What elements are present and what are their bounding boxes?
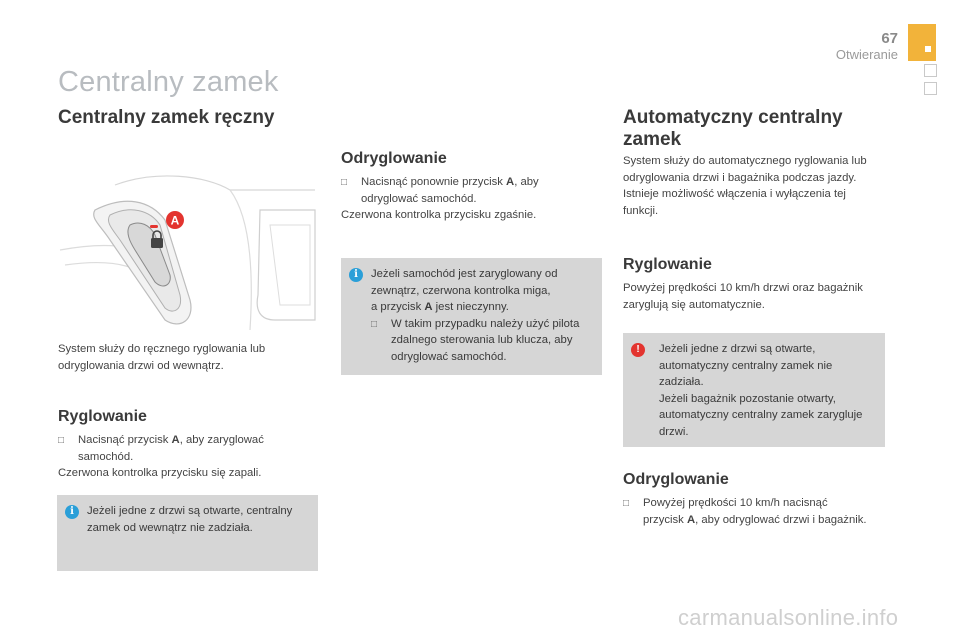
auto-unlocking-instructions: □ Powyżej prędkości 10 km/h nacisnąć przycisk A, aby odryglować drzwi i bagażnik. xyxy=(623,495,868,528)
info-note-locked-outside: i Jeżeli samochód jest zaryglowany od zewnątrz, czerwona kontrolka miga, a przycisk A jest nieczynny. □ W takim przypadku należy użyć pilota zdalnego sterowania lub klucza, aby odryglować samochód. xyxy=(341,258,602,375)
watermark: carmanualsonline.info xyxy=(678,605,899,630)
page-title: Centralny zamek xyxy=(58,66,279,98)
chapter-tab[interactable] xyxy=(924,64,937,77)
manual-lock-intro: System służy do ręcznego ryglowania lub odryglowania drzwi od wewnątrz. xyxy=(58,343,266,372)
unlocking-result: Czerwona kontrolka przycisku zgaśnie. xyxy=(341,209,537,221)
info-icon: i xyxy=(65,505,79,519)
unlocking-instructions: □ Nacisnąć ponownie przycisk A, aby odryglować samochód. Czerwona kontrolka przycisku zgaśnie. xyxy=(341,174,596,224)
section-heading-automatic-lock: Automatyczny centralny zamek xyxy=(623,107,843,150)
info-note-manual-lock: i Jeżeli jedne z drzwi są otwarte, centralny zamek od wewnątrz nie zadziała. xyxy=(57,495,318,571)
checkbox-bullet-icon: □ xyxy=(623,498,630,509)
subheading-unlocking: Odryglowanie xyxy=(341,150,447,167)
locking-result: Czerwona kontrolka przycisku się zapali. xyxy=(58,467,262,479)
door-lock-button-illustration xyxy=(55,170,320,335)
button-label-a: A xyxy=(170,213,180,228)
warning-note-auto-lock: ! Jeżeli jedne z drzwi są otwarte, automatyczny centralny zamek nie zadziała. Jeżeli bagażnik pozostanie otwarty, automatyczny centralny zamek zarygluje drzwi. xyxy=(623,333,885,447)
subheading-auto-locking: Ryglowanie xyxy=(623,256,712,273)
checkbox-bullet-icon: □ xyxy=(341,177,348,188)
automatic-lock-intro: System służy do automatycznego ryglowania lub odryglowania drzwi i bagażnika podczas jazdy. Istnieje możliwość włączenia i wyłączenia tej funkcji. xyxy=(623,155,867,217)
subheading-locking: Ryglowanie xyxy=(58,408,147,425)
section-heading-manual-lock: Centralny zamek ręczny xyxy=(58,107,275,128)
info-icon: i xyxy=(349,268,363,282)
locking-instructions: □ Nacisnąć przycisk A, aby zaryglować samochód. Czerwona kontrolka przycisku się zapali. xyxy=(58,432,313,482)
warning-icon: ! xyxy=(631,343,645,357)
checkbox-bullet-icon: □ xyxy=(58,435,65,446)
chapter-tab-active[interactable] xyxy=(908,24,936,61)
auto-locking-text: Powyżej prędkości 10 km/h drzwi oraz bagażnik zaryglują się automatycznie. xyxy=(623,282,863,311)
page-number: 67 xyxy=(881,30,898,47)
checkbox-bullet-icon: □ xyxy=(371,318,378,330)
section-name: Otwieranie xyxy=(835,47,898,62)
subheading-auto-unlocking: Odryglowanie xyxy=(623,471,729,488)
chapter-tab[interactable] xyxy=(924,82,937,95)
